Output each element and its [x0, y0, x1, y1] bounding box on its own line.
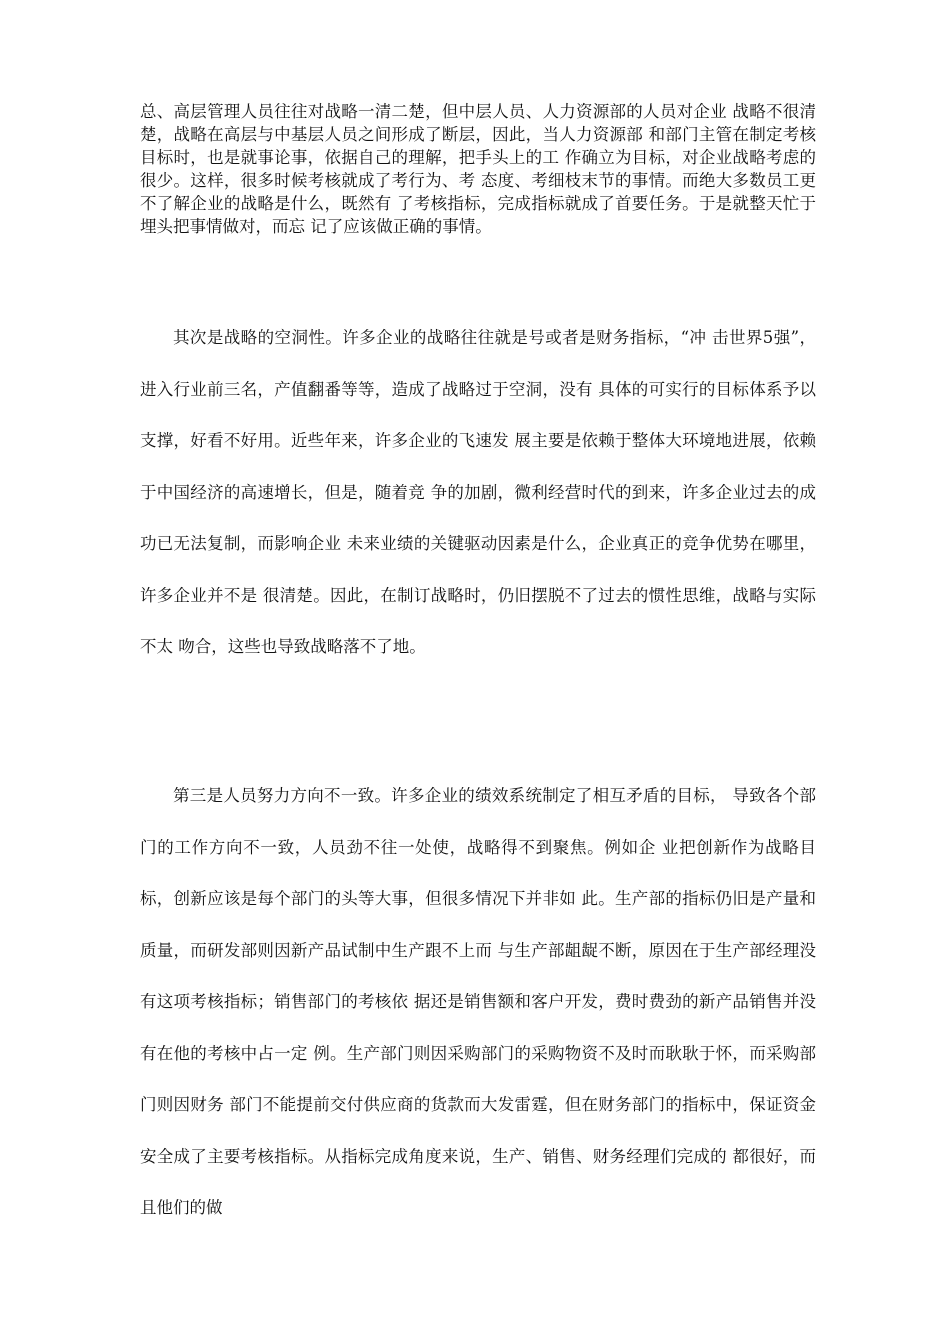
paragraph-strategy-emptiness: 其次是战略的空洞性。许多企业的战略往往就是号或者是财务指标，“冲 击世界5强”，进入行业前三名，产值翻番等等，造成了战略过于空洞，没有 具体的可实行的目标体系予以支撑，好看不好用。近些年来，许多企业的飞速发 展主要是依赖于整体大环境地进展，依赖于中国经济的高速增长，但是，随着竞 争的加剧，微利经营时代的到来，许多企业过去的成功已无法复制，而影响企业 未来业绩的关键驱动因素是什么，企业真正的竞争优势在哪里，许多企业并不是 很清楚。因此，在制订战略时，仍旧摆脱不了过去的惯性思维，战略与实际不太 吻合，这些也导致战略落不了地。 [140, 328, 816, 656]
paragraph-inconsistent-direction: 第三是人员努力方向不一致。许多企业的绩效系统制定了相互矛盾的目标， 导致各个部门的工作方向不一致，人员劲不往一处使，战略得不到聚焦。例如企 业把创新作为战略目标，创新应该是每个部门的头等大事，但很多情况下并非如 此。生产部的指标仍旧是产量和质量，而研发部则因新产品试制中生产跟不上而 与生产部龃龊不断，原因在于生产部经理没有这项考核指标；销售部门的考核依 据还是销售额和客户开发，费时费劲的新产品销售并没有在他的考核中占一定 例。生产部门则因采购部门的采购物资不及时而耿耿于怀，而采购部门则因财务 部门不能提前交付供应商的货款而大发雷霆，但在财务部门的指标中，保证资金 安全成了主要考核指标。从指标完成角度来说，生产、销售、财务经理们完成的 都很好，而且他们的做 [140, 786, 816, 1217]
paragraph-strategy-gap: 总、高层管理人员往往对战略一清二楚，但中层人员、人力资源部的人员对企业 战略不很清楚，战略在高层与中基层人员之间形成了断层，因此，当人力资源部 和部门主管在制定考核目标时，也是就事论事，依据自己的理解，把手头上的工 作确立为目标，对企业战略考虑的很少。这样，很多时候考核就成了考行为、考 态度、考细枝末节的事情。而绝大多数员工更不了解企业的战略是什么，既然有 了考核指标，完成指标就成了首要任务。于是就整天忙于埋头把事情做对，而忘 记了应该做正确的事情。 [140, 102, 816, 236]
